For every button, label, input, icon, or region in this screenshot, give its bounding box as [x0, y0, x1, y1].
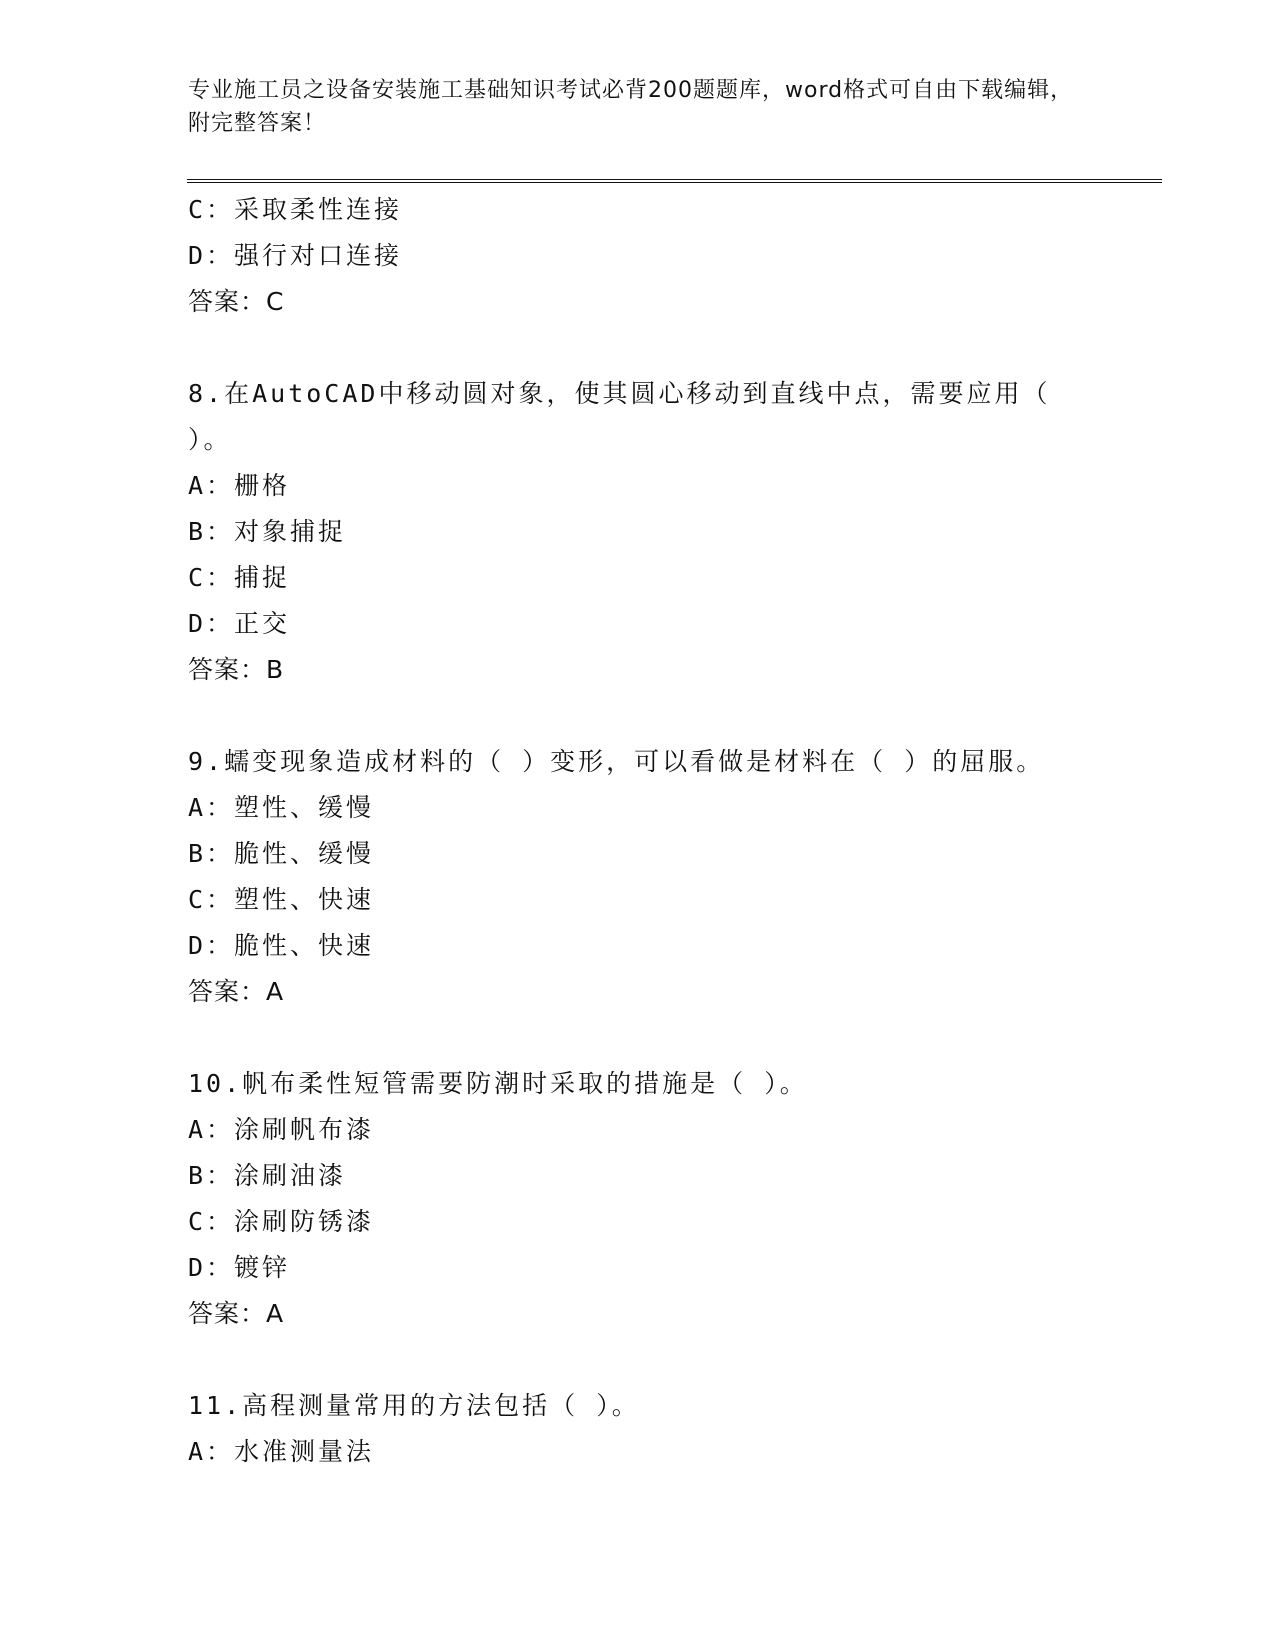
option-c: C：捕捉 [188, 563, 291, 592]
answer-label: 答案：A [188, 1299, 285, 1328]
option-c: C：涂刷防锈漆 [188, 1207, 375, 1236]
question-9 [188, 739, 1088, 1015]
option-b: B：对象捕捉 [188, 517, 347, 546]
question-list [188, 187, 1088, 1475]
option-b: B：脆性、缓慢 [188, 839, 375, 868]
question-8 [188, 371, 1088, 693]
option-a: A：栅格 [188, 471, 291, 500]
option-c: C：采取柔性连接 [188, 195, 403, 224]
option-d: D：正交 [188, 609, 291, 638]
question-stem: 9.蠕变现象造成材料的（ ）变形，可以看做是材料在（ ）的屈服。 [188, 747, 1045, 776]
option-a: A：塑性、缓慢 [188, 793, 375, 822]
header-divider [187, 179, 1162, 183]
option-d: D：脆性、快速 [188, 931, 375, 960]
answer-label: 答案：A [188, 977, 285, 1006]
question-stem: 11.高程测量常用的方法包括（ ）。 [188, 1391, 640, 1420]
question-11 [188, 1383, 1088, 1475]
option-b: B：涂刷油漆 [188, 1161, 347, 1190]
option-a: A：水准测量法 [188, 1437, 375, 1466]
question-7-continued [188, 187, 1088, 325]
document-header-title: 专业施工员之设备安装施工基础知识考试必背200题题库，word格式可自由下载编辑，附完整答案！ [188, 78, 1074, 136]
option-d: D：强行对口连接 [188, 241, 403, 270]
question-stem: 8.在AutoCAD中移动圆对象，使其圆心移动到直线中点，需要应用（ ）。 [188, 379, 1051, 454]
answer-label: 答案：C [188, 287, 285, 316]
option-c: C：塑性、快速 [188, 885, 375, 914]
option-a: A：涂刷帆布漆 [188, 1115, 375, 1144]
question-10 [188, 1061, 1088, 1337]
answer-label: 答案：B [188, 655, 285, 684]
question-stem: 10.帆布柔性短管需要防潮时采取的措施是（ ）。 [188, 1069, 808, 1098]
option-d: D：镀锌 [188, 1253, 291, 1282]
